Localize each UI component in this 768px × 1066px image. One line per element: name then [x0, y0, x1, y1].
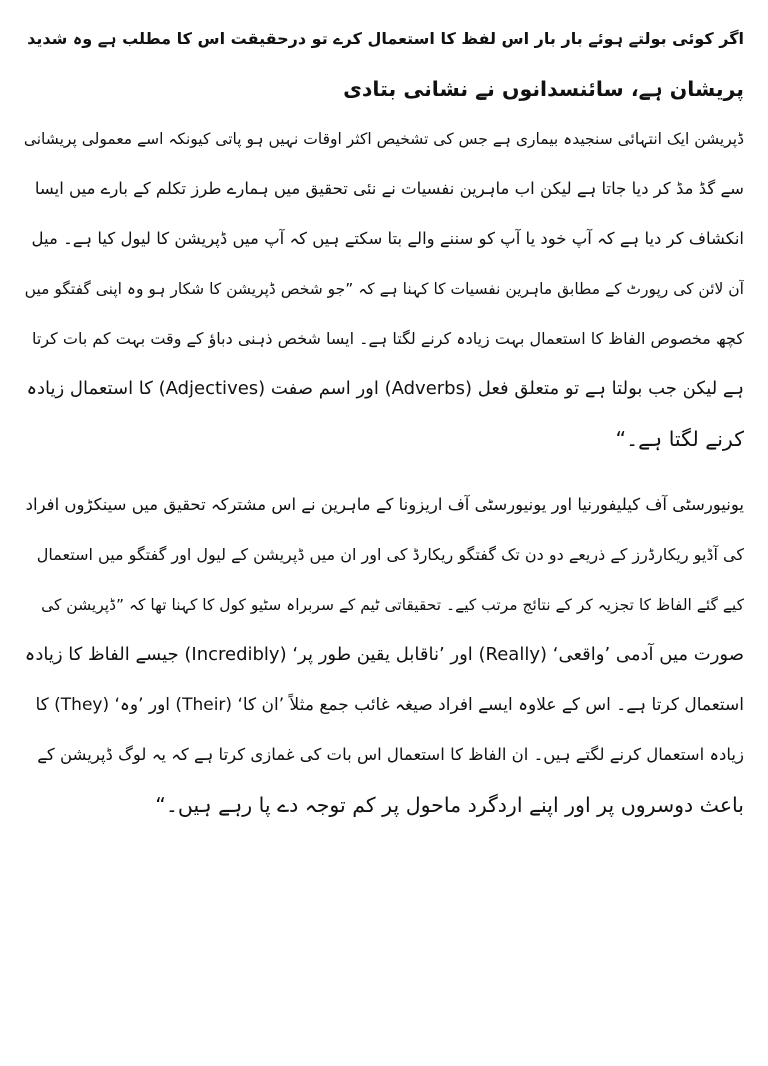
paragraph-line: کیے گئے الفاظ کا تجزیہ کر کے نتائج مرتب کیے۔ تحقیقاتی ٹیم کے سربراہ سٹیو کول کا کہنا تھا کہ ”ڈپریشن کی: [41, 596, 744, 614]
paragraph-line: کچھ مخصوص الفاظ کا استعمال بہت زیادہ کرنے لگتا ہے۔ ایسا شخص ذہنی دباؤ کے وقت بہت کم بات کرتا: [32, 329, 744, 348]
paragraph-spacer: [22, 464, 744, 480]
paragraph-line: یونیورسٹی آف کیلیفورنیا اور یونیورسٹی آف اریزونا کے ماہرین نے اس مشترکہ تحقیق میں سینکڑوں افراد: [25, 495, 744, 514]
paragraph-line: آن لائن کی رپورٹ کے مطابق ماہرین نفسیات کا کہنا ہے کہ ”جو شخص ڈپریشن کا شکار ہو وہ اپنی گفتگو میں: [24, 280, 744, 298]
title-line: اگر کوئی بولتے ہوئے بار بار اس لفظ کا استعمال کرے تو درحقیقت اس کا مطلب ہے وہ شدید: [27, 29, 744, 48]
paragraph-line: کی آڈیو ریکارڈرز کے ذریعے دو دن تک گفتگو ریکارڈ کی اور ان میں ڈپریشن کے لیول اور گفتگو میں استعمال: [36, 545, 744, 564]
paragraph-line: ہے لیکن جب بولتا ہے تو متعلق فعل (Adverbs) اور اسم صفت (Adjectives) کا استعمال زیادہ: [26, 378, 744, 399]
title-line: پریشان ہے، سائنسدانوں نے نشانی بتادی: [343, 77, 744, 101]
article-page: [22, 14, 744, 1054]
paragraph-1: [22, 114, 744, 464]
paragraph-line: زیادہ استعمال کرنے لگتے ہیں۔ ان الفاظ کا استعمال اس بات کی غمازی کرتا ہے کہ یہ لوگ ڈپریشن کے: [37, 745, 744, 764]
paragraph-2: [22, 480, 744, 830]
article-title: [22, 14, 744, 114]
paragraph-line: باعث دوسروں پر اور اپنے اردگرد ماحول پر کم توجہ دے پا رہے ہیں۔“: [155, 793, 744, 817]
paragraph-line: کرنے لگتا ہے۔“: [615, 427, 744, 451]
paragraph-line: صورت میں آدمی ’واقعی‘ (Really) اور ’ناقابل یقین طور پر‘ (Incredibly) جیسے الفاظ کا زیادہ: [24, 644, 744, 665]
paragraph-line: ڈپریشن ایک انتہائی سنجیدہ بیماری ہے جس کی تشخیص اکثر اوقات نہیں ہو پاتی کیونکہ اسے معمولی پریشانی: [23, 130, 744, 148]
paragraph-line: انکشاف کر دیا ہے کہ آپ خود یا آپ کو سننے والے بتا سکتے ہیں کہ آپ میں ڈپریشن کا لیول کیا ہے۔ میل: [31, 229, 744, 248]
paragraph-line: استعمال کرتا ہے۔ اس کے علاوہ ایسے افراد صیغہ غائب جمع مثلاً ’ان کا‘ (Their) اور ’وہ‘ (They) کا: [35, 695, 744, 715]
paragraph-line: سے گڈ مڈ کر دیا جاتا ہے لیکن اب ماہرین نفسیات نے نئی تحقیق میں ہمارے طرز تکلم کے بارے میں ایسا: [34, 179, 744, 198]
